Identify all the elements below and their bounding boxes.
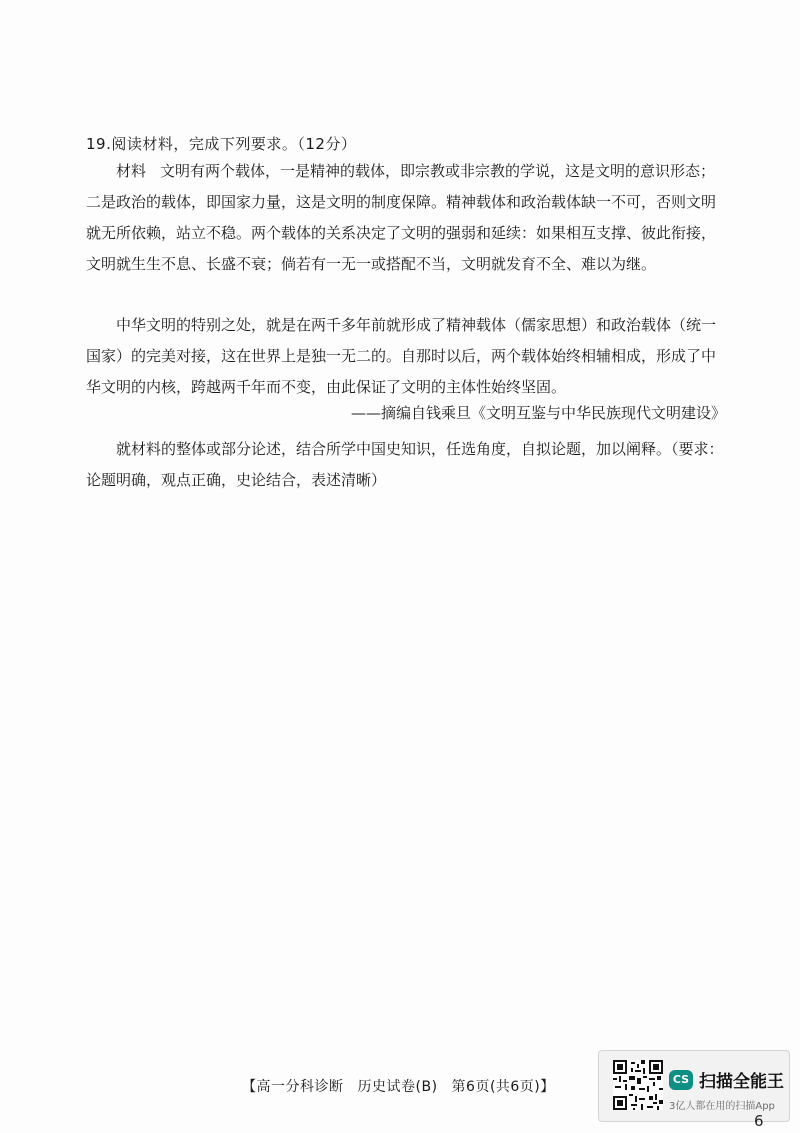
material-text-1: 文明有两个载体，一是精神的载体，即宗教或非宗教的学说，这是文明的意识形态；二是政治的载体，即国家力量，这是文明的制度保障。精神载体和政治载体缺一不可，否则文明就无所依赖，站立不稳。两个载体的关系决定了文明的强弱和延续：如果相互支撑、彼此衔接，文明就生生不息、长盛不衰；倘若有一无一或搭配不当，文明就发育不全、难以为继。	[86, 162, 717, 273]
footer-page: 第6页(共6页)】	[451, 1079, 555, 1095]
footer-subject: 历史试卷(B)	[357, 1079, 438, 1095]
material-label: 材料	[116, 162, 147, 180]
scanner-tagline: 3亿人都在用的扫描App	[669, 1101, 775, 1112]
scanner-brand: 扫描全能王	[699, 1072, 784, 1092]
qr-code-icon	[613, 1060, 663, 1110]
footer-exam: 【高一分科诊断	[242, 1079, 344, 1095]
page-number: 6	[754, 1112, 764, 1130]
question-requirement: 就材料的整体或部分论述，结合所学中国史知识，任选角度，自拟论题，加以阐释。（要求：论题明确，观点正确，史论结合，表述清晰）	[86, 440, 724, 489]
material-paragraph-2: 中华文明的特别之处，就是在两千多年前就形成了精神载体（儒家思想）和政治载体（统一国家）的完美对接，这在世界上是独一无二的。自那时以后，两个载体始终相辅相成，形成了中华文明的内核，跨越两千年而不变，由此保证了文明的主体性始终坚固。	[86, 316, 717, 396]
page-footer	[242, 1076, 555, 1096]
scanner-logo	[669, 1067, 784, 1092]
cs-logo-icon: CS	[669, 1070, 693, 1090]
question-title: 19.阅读材料，完成下列要求。（12分）	[86, 135, 357, 153]
material-paragraph-1	[86, 156, 726, 280]
material-source: ——摘编自钱乘旦《文明互鉴与中华民族现代文明建设》	[350, 404, 726, 422]
